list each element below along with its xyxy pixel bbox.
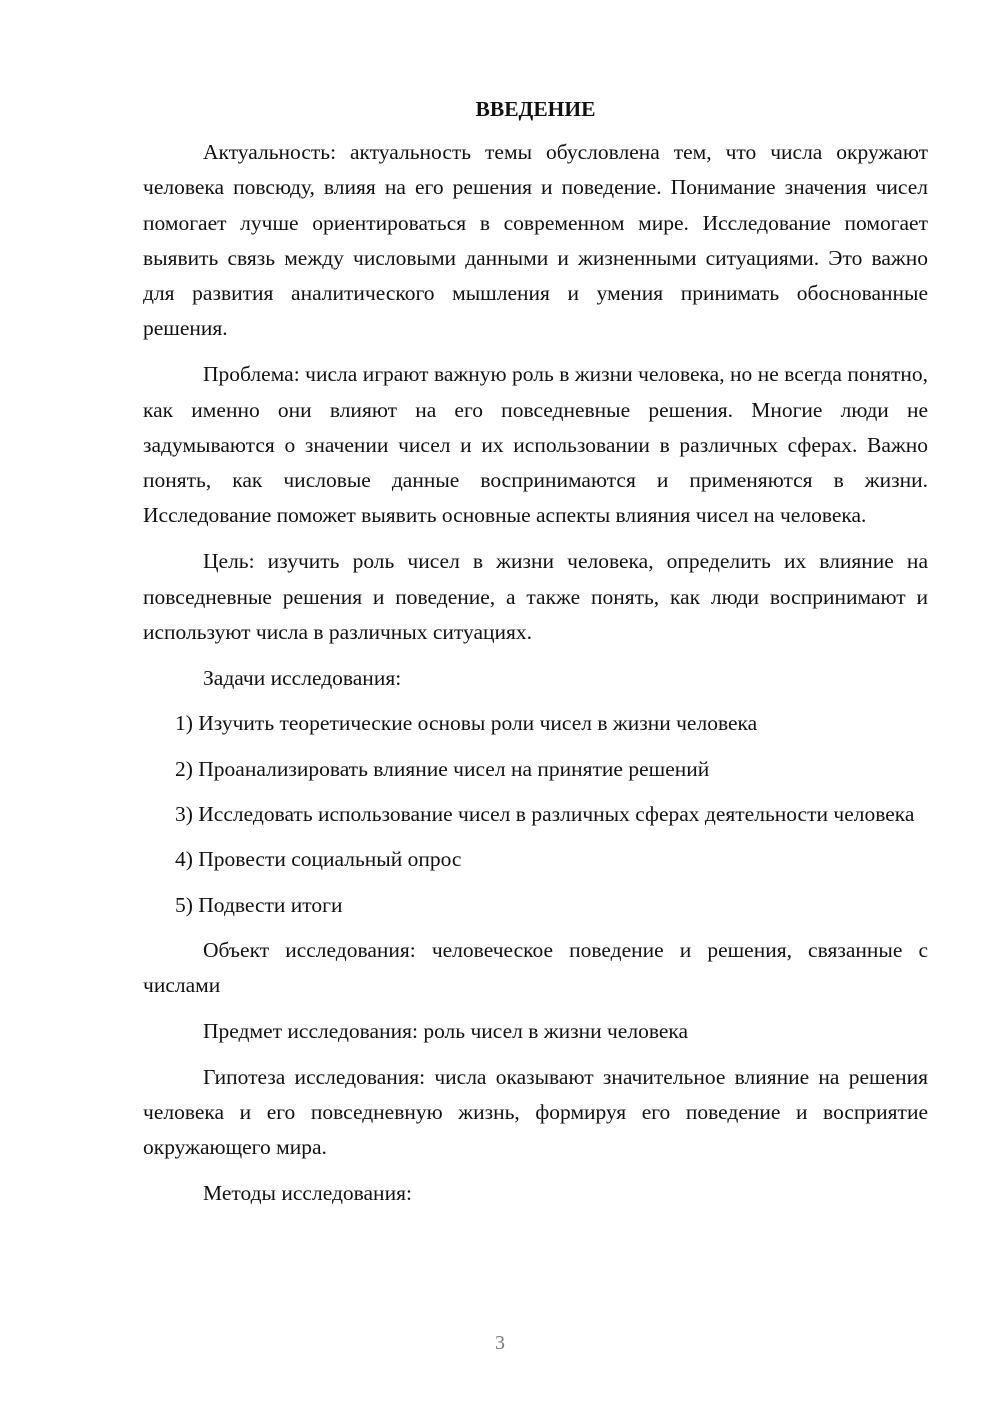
document-page bbox=[143, 92, 928, 1222]
object-paragraph: Объект исследования: человеческое поведение и решения, связанные с числами bbox=[143, 937, 928, 998]
hypothesis-paragraph: Гипотеза исследования: числа оказывают значительное влияние на решения человека и его повседневную жизнь, формируя его поведение и восприятие окружающего мира. bbox=[143, 1064, 928, 1160]
task-item-3: 3) Исследовать использование чисел в различных сферах деятельности человека bbox=[175, 802, 915, 827]
methods-heading: Методы исследования: bbox=[203, 1181, 412, 1206]
task-item-4: 4) Провести социальный опрос bbox=[175, 847, 462, 872]
tasks-heading: Задачи исследования: bbox=[203, 665, 402, 690]
goal-paragraph: Цель: изучить роль чисел в жизни человека, определить их влияние на повседневные решения и поведение, а также понять, как люди воспринимают и используют числа в различных ситуациях. bbox=[143, 549, 928, 644]
section-title: ВВЕДЕНИЕ bbox=[475, 97, 596, 121]
subject-paragraph: Предмет исследования: роль чисел в жизни человека bbox=[203, 1019, 689, 1044]
problem-paragraph: Проблема: числа играют важную роль в жизни человека, но не всегда понятно, как именно они влияют на его повседневные решения. Многие люди не задумываются о значении чисел и их использовании в различных сферах. Важно понять, как числовые данные воспринимаются и применяются в жизни. Исследование поможет выявить основные аспекты влияния чисел на человека. bbox=[143, 362, 928, 528]
task-item-2: 2) Проанализировать влияние чисел на принятие решений bbox=[175, 756, 710, 781]
task-item-1: 1) Изучить теоретические основы роли чисел в жизни человека bbox=[175, 711, 758, 736]
page-number: 3 bbox=[495, 1332, 505, 1354]
relevance-paragraph: Актуальность: актуальность темы обусловлена тем, что числа окружают человека повсюду, влияя на его решения и поведение. Понимание значения чисел помогает лучше ориентироваться в современном мире. Исследование помогает выявить связь между числовыми данными и жизненными ситуациями. Это важно для развития аналитического мышления и умения принимать обоснованные решения. bbox=[143, 140, 928, 341]
task-item-5: 5) Подвести итоги bbox=[175, 892, 343, 917]
